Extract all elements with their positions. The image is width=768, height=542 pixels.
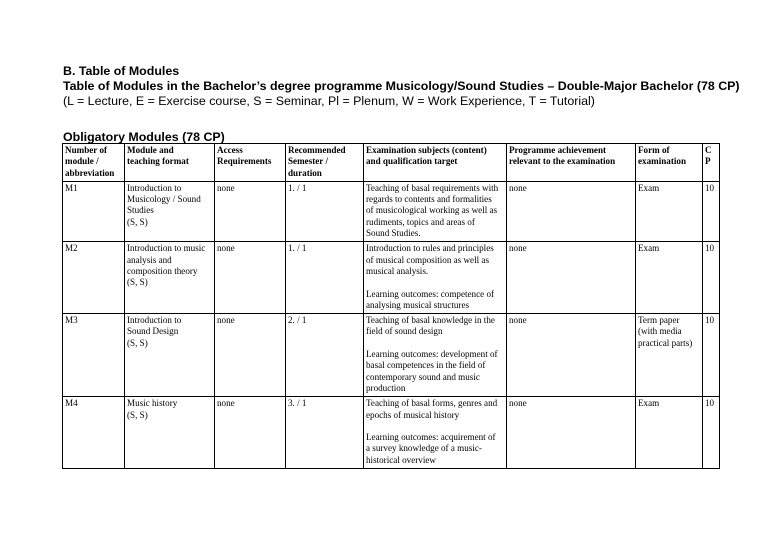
table-title: Obligatory Modules (78 CP): [63, 130, 225, 144]
table-row: [63, 181, 720, 241]
cell-module: Introduction to Musicology / Sound Studies (S, S): [125, 181, 215, 241]
header-achievement: Programme achievement relevant to the examination: [507, 144, 636, 182]
cell-semester: 3. / 1: [286, 397, 364, 469]
cell-cp: 10: [703, 397, 720, 469]
cell-content: Introduction to rules and principles of musical composition as well as musical analysis. Learning outcomes: competence of analysing musical structures: [364, 242, 507, 314]
table-row: [63, 314, 720, 397]
header-access: Access Requirements: [215, 144, 286, 182]
section-title: B. Table of Modules: [63, 64, 180, 78]
abbreviation-legend: (L = Lecture, E = Exercise course, S = Seminar, Pl = Plenum, W = Work Experience, T = Tutorial): [63, 94, 595, 108]
cell-module: Introduction to music analysis and composition theory (S, S): [125, 242, 215, 314]
cell-achievement: none: [507, 242, 636, 314]
header-number: Number of module / abbreviation: [63, 144, 125, 182]
header-cp: CP: [703, 144, 720, 182]
cell-number: M3: [63, 314, 125, 397]
cell-exam: Exam: [636, 181, 703, 241]
cell-content: Teaching of basal requirements with regards to contents and formalities of musicological working as well as rudiments, topics and areas of Sound Studies.: [364, 181, 507, 241]
table-row: [63, 397, 720, 469]
cell-achievement: none: [507, 314, 636, 397]
cell-module: Music history (S, S): [125, 397, 215, 469]
cell-exam: Term paper (with media practical parts): [636, 314, 703, 397]
table-row: [63, 242, 720, 314]
cell-achievement: none: [507, 397, 636, 469]
section-subtitle: Table of Modules in the Bachelor’s degree programme Musicology/Sound Studies – Double-Major Bachelor (78 CP): [63, 79, 740, 93]
cell-access: none: [215, 181, 286, 241]
cell-module: Introduction to Sound Design (S, S): [125, 314, 215, 397]
cell-achievement: none: [507, 181, 636, 241]
cell-exam: Exam: [636, 397, 703, 469]
header-exam: Form of examination: [636, 144, 703, 182]
cell-content: Teaching of basal knowledge in the field of sound design Learning outcomes: development of basal competences in the field of contemporary sound and music production: [364, 314, 507, 397]
cell-access: none: [215, 242, 286, 314]
table-header-row: [63, 144, 720, 182]
cell-content: Teaching of basal forms, genres and epochs of musical history Learning outcomes: acquirement of a survey knowledge of a music- historical overview: [364, 397, 507, 469]
cell-access: none: [215, 314, 286, 397]
cell-number: M4: [63, 397, 125, 469]
header-content: Examination subjects (content) and qualification target: [364, 144, 507, 182]
cell-cp: 10: [703, 314, 720, 397]
cell-number: M1: [63, 181, 125, 241]
cell-semester: 1. / 1: [286, 181, 364, 241]
section-heading: [63, 64, 743, 109]
header-module: Module and teaching format: [125, 144, 215, 182]
header-semester: Recommended Semester / duration: [286, 144, 364, 182]
modules-table: [62, 143, 720, 469]
cell-semester: 2. / 1: [286, 314, 364, 397]
cell-semester: 1. / 1: [286, 242, 364, 314]
cell-access: none: [215, 397, 286, 469]
cell-cp: 10: [703, 242, 720, 314]
cell-number: M2: [63, 242, 125, 314]
cell-cp: 10: [703, 181, 720, 241]
cell-exam: Exam: [636, 242, 703, 314]
